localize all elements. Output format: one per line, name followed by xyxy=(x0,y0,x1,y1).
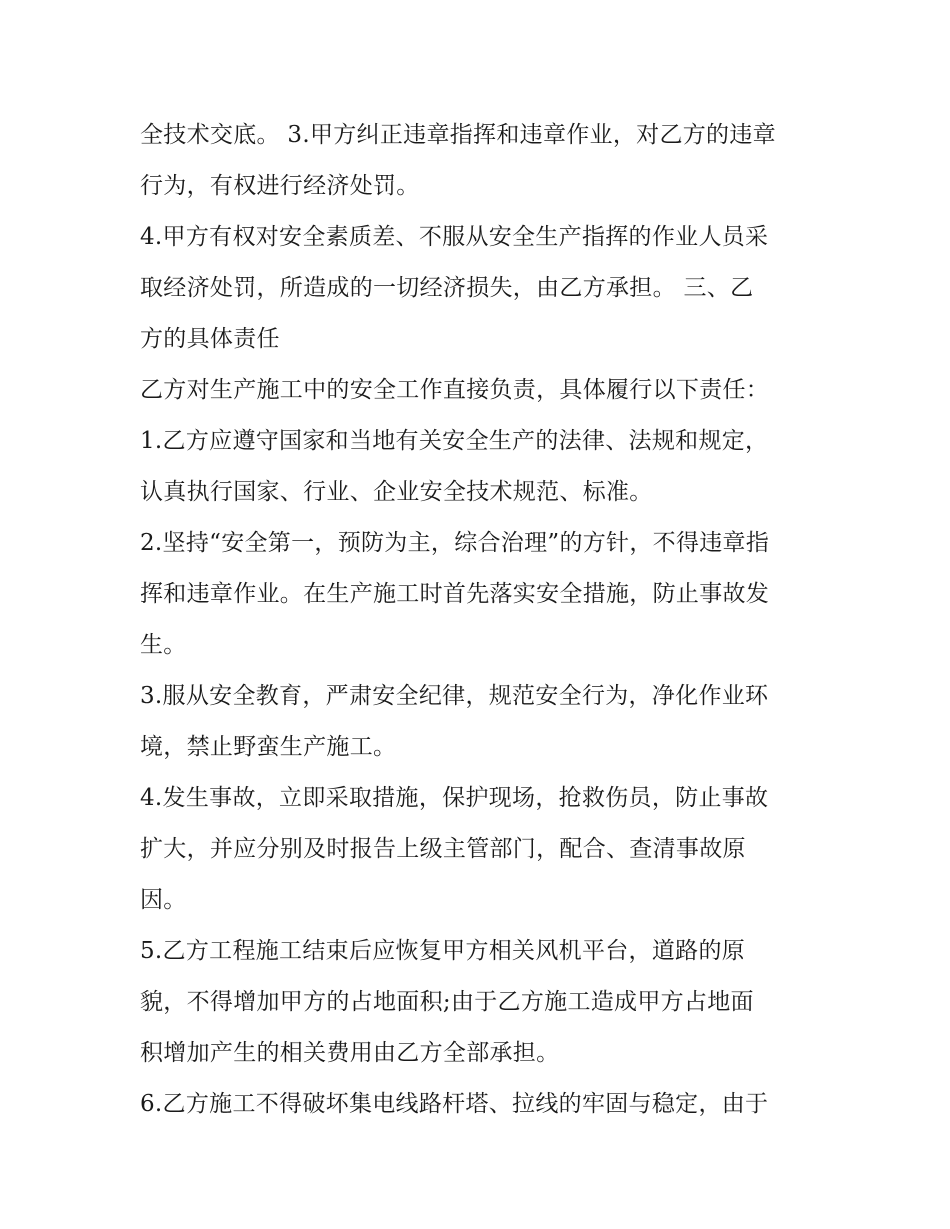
text-line: 方的具体责任 xyxy=(140,326,280,352)
text-line: 挥和违章作业。在生产施工时首先落实安全措施，防止事故发 xyxy=(140,581,770,607)
text-line: 因。 xyxy=(140,887,187,913)
text-line: 5.乙方工程施工结束后应恢复甲方相关风机平台，道路的原 xyxy=(140,938,746,964)
text-line: 2.坚持“安全第一，预防为主，综合治理”的方针，不得违章指 xyxy=(140,530,770,556)
document-body xyxy=(140,110,820,1130)
text-line: 生。 xyxy=(140,632,187,658)
text-line: 积增加产生的相关费用由乙方全部承担。 xyxy=(140,1040,560,1066)
text-line: 3.服从安全教育，严肃安全纪律，规范安全行为，净化作业环 xyxy=(140,683,769,709)
text-line: 取经济处罚，所造成的一切经济损失，由乙方承担。 三、乙 xyxy=(140,275,754,301)
text-line: 行为，有权进行经济处罚。 xyxy=(140,173,420,199)
text-line: 全技术交底。 3.甲方纠正违章指挥和违章作业，对乙方的违章 xyxy=(140,122,776,148)
text-line: 貌，不得增加甲方的占地面积;由于乙方施工造成甲方占地面 xyxy=(140,989,754,1015)
text-line: 6.乙方施工不得破坏集电线路杆塔、拉线的牢固与稳定，由于 xyxy=(140,1091,769,1117)
text-line: 4.发生事故，立即采取措施，保护现场，抢救伤员，防止事故 xyxy=(140,785,769,811)
text-line: 1.乙方应遵守国家和当地有关安全生产的法律、法规和规定， xyxy=(140,428,769,454)
text-line: 境，禁止野蛮生产施工。 xyxy=(140,734,397,760)
text-line: 认真执行国家、行业、企业安全技术规范、标准。 xyxy=(140,479,653,505)
text-line: 乙方对生产施工中的安全工作直接负责，具体履行以下责任： xyxy=(140,377,770,403)
text-line: 4.甲方有权对安全素质差、不服从安全生产指挥的作业人员采 xyxy=(140,224,769,250)
text-line: 扩大，并应分别及时报告上级主管部门，配合、查清事故原 xyxy=(140,836,746,862)
